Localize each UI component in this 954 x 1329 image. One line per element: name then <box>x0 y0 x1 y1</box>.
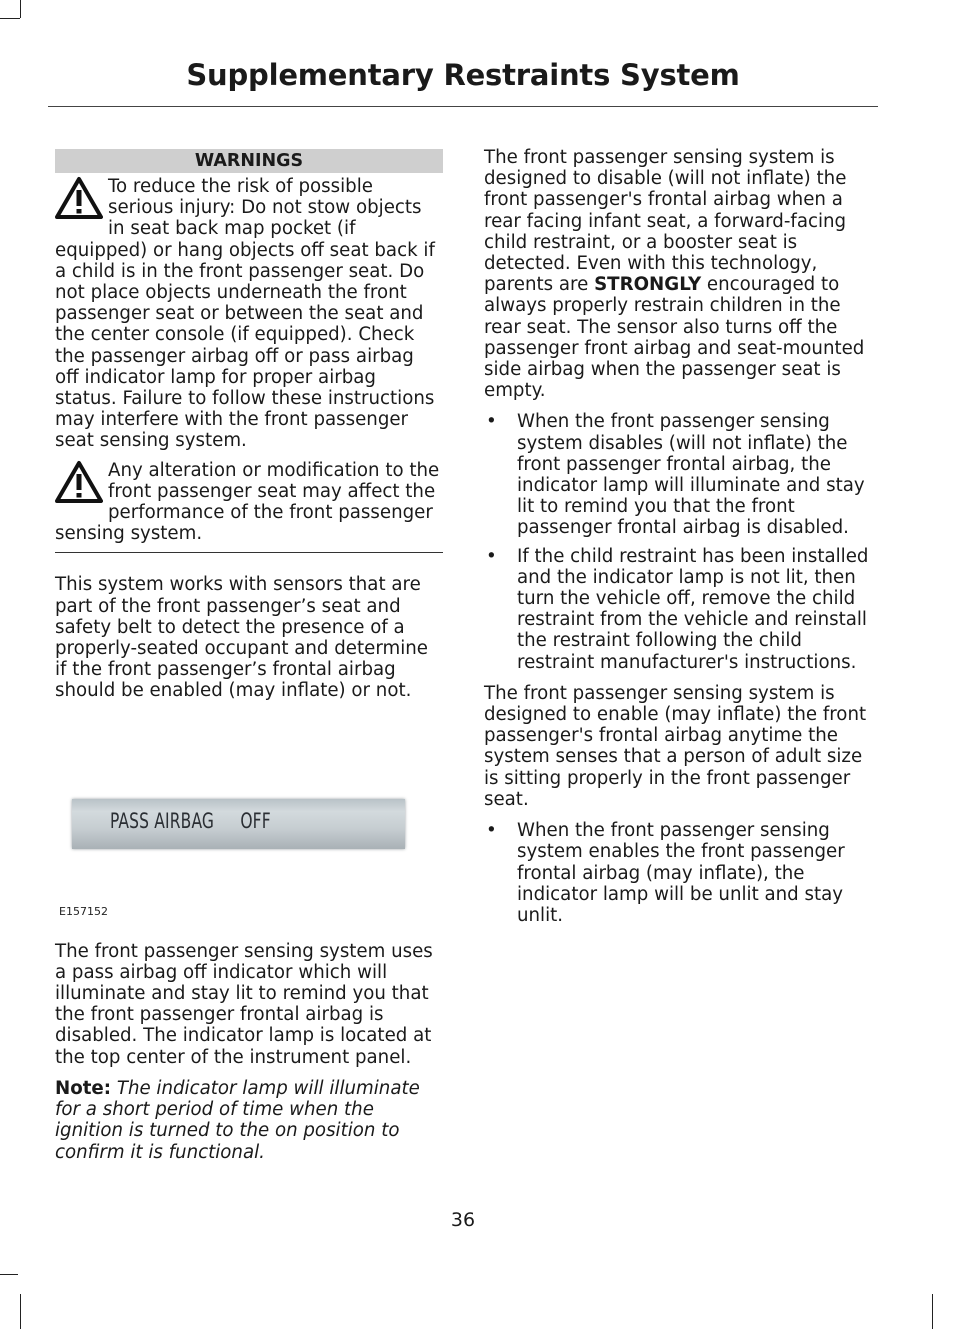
paragraph-text: The front passenger sensing system is designed to disable (will not inflate) the front passenger's frontal airbag when a rear facing infant seat, a forward-facing child restraint, or a booster seat is detected. Even with this technology, parents are <box>484 147 847 296</box>
indicator-label: PASS AIRBAG <box>110 808 215 833</box>
title-divider <box>48 106 878 107</box>
warning-text: To reduce the risk of possible serious injury: Do not stow objects in seat back map pocket (if equipped) or hang objects off seat back if a child is in the front passenger seat. Do not place objects underneath the front passenger seat or between the seat and the center console (if equipped). Check the passenger airbag off or pass airbag off indicator lamp for proper airbag status. Failure to follow these instructions may interfere with the front passenger seat sensing system. <box>55 176 435 452</box>
note-body: The indicator lamp will illuminate for a short period of time when the ignition is turned to the on position to confirm it is functional. <box>55 1077 420 1163</box>
emphasis-strongly: STRONGLY <box>594 274 702 296</box>
bullet-icon: • <box>486 545 497 567</box>
bullet-list <box>484 411 874 672</box>
indicator-state: OFF <box>240 808 271 833</box>
page-number: 36 <box>450 1209 476 1231</box>
list-item-text: When the front passenger sensing system enables the front passenger frontal airbag (may inflate), the indicator lamp will be unlit and stay unlit. <box>517 820 845 926</box>
warning-block <box>55 460 443 545</box>
warning-triangle-icon <box>55 176 103 220</box>
crop-mark <box>0 18 20 19</box>
crop-mark <box>932 1294 933 1329</box>
pass-airbag-off-indicator <box>72 799 405 849</box>
bullet-list <box>484 820 874 926</box>
list-item <box>484 820 874 926</box>
intro-paragraph: This system works with sensors that are part of the front passenger’s seat and safety belt to detect the presence of a properly-seated occupant and determine if the front passenger’s frontal airbag should be enabled (may inflate) or not. <box>55 574 428 702</box>
disable-paragraph <box>484 147 874 401</box>
crop-mark <box>20 1294 21 1329</box>
bullet-icon: • <box>486 411 497 433</box>
warning-block <box>55 176 443 452</box>
page-title: Supplementary Restraints System <box>186 58 740 92</box>
indicator-figure <box>55 712 443 918</box>
warnings-divider <box>55 552 443 553</box>
note-paragraph <box>55 1078 443 1163</box>
warning-triangle-icon <box>55 460 103 504</box>
warnings-heading: WARNINGS <box>55 149 443 173</box>
figure-id: E157152 <box>59 904 108 918</box>
right-column <box>484 147 874 936</box>
list-item-text: When the front passenger sensing system disables (will not inflate) the front passenger frontal airbag, the indicator lamp will illuminate and stay lit to remind you that the front passenger frontal airbag is disabled. <box>517 411 865 539</box>
enable-paragraph: The front passenger sensing system is designed to enable (may inflate) the front passenger's frontal airbag anytime the system senses that a person of adult size is sitting properly in the front passenger seat. <box>484 682 867 810</box>
bullet-icon: • <box>486 820 497 842</box>
list-item <box>484 546 874 673</box>
list-item <box>484 411 874 538</box>
crop-mark <box>20 0 21 18</box>
warning-text: Any alteration or modification to the front passenger seat may affect the performance of the front passenger sensing system. <box>55 459 440 545</box>
note-label: Note: <box>55 1077 112 1099</box>
crop-mark <box>0 1274 18 1275</box>
paragraph-text: encouraged to always properly restrain children in the rear seat. The sensor also turns off the passenger front airbag and seat-mounted side airbag when the passenger seat is empty. <box>484 274 865 402</box>
list-item-text: If the child restraint has been installed and the indicator lamp is not lit, then turn the vehicle off, remove the child restraint from the vehicle and reinstall the restraint following the child restraint manufacturer's instructions. <box>517 545 869 673</box>
indicator-text <box>110 808 271 833</box>
left-column <box>55 149 443 1173</box>
indicator-paragraph: The front passenger sensing system uses a pass airbag off indicator which will illuminate and stay lit to remind you that the front passenger frontal airbag is disabled. The indicator lamp is located at the top center of the instrument panel. <box>55 940 433 1068</box>
